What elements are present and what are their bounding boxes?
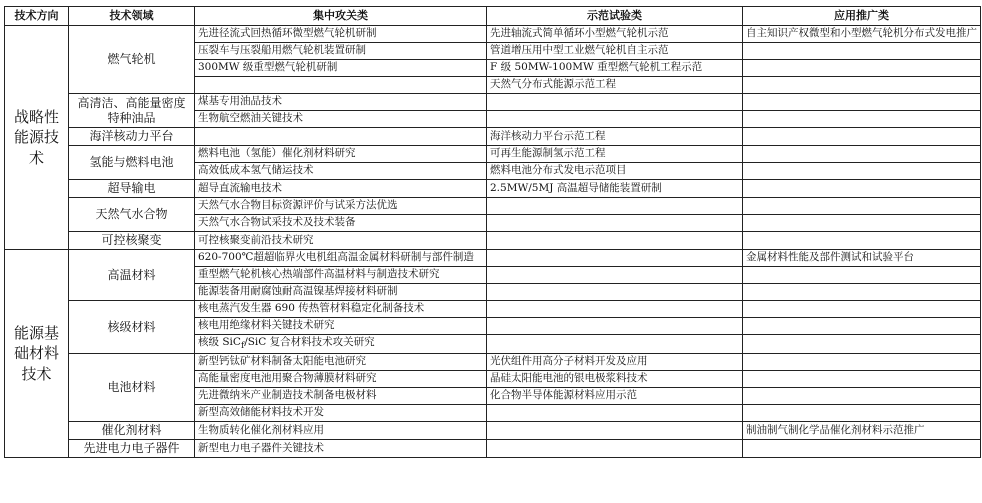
area-cell: 高清洁、高能量密度特种油品 [69, 94, 195, 128]
header-direction: 技术方向 [5, 7, 69, 26]
demo-cell: 燃料电池分布式发电示范项目 [487, 163, 743, 180]
focus-cell [195, 77, 487, 94]
promo-cell [743, 163, 981, 180]
demo-cell [487, 422, 743, 440]
demo-cell: 天然气分布式能源示范工程 [487, 77, 743, 94]
demo-cell [487, 94, 743, 111]
promo-cell [743, 301, 981, 318]
table-row [5, 26, 981, 43]
promo-cell: 金属材料性能及部件测试和试验平台 [743, 250, 981, 267]
demo-cell [487, 232, 743, 250]
header-row [5, 7, 981, 26]
focus-cell: 新型钙钛矿材料制备太阳能电池研究 [195, 354, 487, 371]
area-cell: 燃气轮机 [69, 26, 195, 94]
table-body [5, 26, 981, 458]
promo-cell [743, 43, 981, 60]
focus-cell: 先进微纳米产业制造技术制备电极材料 [195, 388, 487, 405]
promo-cell: 制油制气制化学品催化剂材料示范推广 [743, 422, 981, 440]
focus-cell: 620-700℃超超临界火电机组高温金属材料研制与部件制造 [195, 250, 487, 267]
focus-cell: 新型高效储能材料技术开发 [195, 405, 487, 422]
table-row [5, 422, 981, 440]
demo-cell [487, 250, 743, 267]
area-cell: 核级材料 [69, 301, 195, 354]
promo-cell [743, 440, 981, 458]
demo-cell [487, 335, 743, 354]
header-area: 技术领域 [69, 7, 195, 26]
table-row [5, 354, 981, 371]
demo-cell: 化合物半导体能源材料应用示范 [487, 388, 743, 405]
promo-cell [743, 180, 981, 198]
focus-cell: 核级 SiC$_f$/SiC 复合材料技术攻关研究 [195, 335, 487, 354]
focus-cell: 高能量密度电池用聚合物薄膜材料研究 [195, 371, 487, 388]
focus-cell: 300MW 级重型燃气轮机研制 [195, 60, 487, 77]
header-focus: 集中攻关类 [195, 7, 487, 26]
table-row [5, 128, 981, 146]
area-cell: 可控核聚变 [69, 232, 195, 250]
promo-cell [743, 128, 981, 146]
promo-cell [743, 111, 981, 128]
subscript-f: f [240, 341, 245, 352]
focus-cell: 新型电力电子器件关键技术 [195, 440, 487, 458]
demo-cell [487, 215, 743, 232]
promo-cell [743, 94, 981, 111]
promo-cell: 自主知识产权微型和小型燃气轮机分布式发电推广 [743, 26, 981, 43]
table-row [5, 180, 981, 198]
promo-cell [743, 267, 981, 284]
area-cell: 海洋核动力平台 [69, 128, 195, 146]
focus-cell: 高效低成本氢气储运技术 [195, 163, 487, 180]
promo-cell [743, 371, 981, 388]
focus-cell: 超导直流输电技术 [195, 180, 487, 198]
demo-cell [487, 111, 743, 128]
focus-cell: 燃料电池（氢能）催化剂材料研究 [195, 146, 487, 163]
demo-cell [487, 405, 743, 422]
demo-cell: 光伏组件用高分子材料开发及应用 [487, 354, 743, 371]
table-row [5, 250, 981, 267]
promo-cell [743, 146, 981, 163]
focus-cell: 能源装备用耐腐蚀耐高温镍基焊接材料研制 [195, 284, 487, 301]
promo-cell [743, 354, 981, 371]
area-cell: 电池材料 [69, 354, 195, 422]
header-promo: 应用推广类 [743, 7, 981, 26]
promo-cell [743, 318, 981, 335]
promo-cell [743, 215, 981, 232]
header-demo: 示范试验类 [487, 7, 743, 26]
focus-cell [195, 128, 487, 146]
promo-cell [743, 60, 981, 77]
demo-cell: 管道增压用中型工业燃气轮机自主示范 [487, 43, 743, 60]
demo-cell [487, 267, 743, 284]
table-row [5, 232, 981, 250]
focus-cell: 天然气水合物试采技术及技术装备 [195, 215, 487, 232]
demo-cell [487, 440, 743, 458]
focus-cell: 可控核聚变前沿技术研究 [195, 232, 487, 250]
table-row [5, 146, 981, 163]
demo-cell: 先进轴流式简单循环小型燃气轮机示范 [487, 26, 743, 43]
area-cell: 超导输电 [69, 180, 195, 198]
focus-cell: 压裂车与压裂船用燃气轮机装置研制 [195, 43, 487, 60]
table-row [5, 94, 981, 111]
promo-cell [743, 388, 981, 405]
demo-cell [487, 198, 743, 215]
demo-cell: 2.5MW/5MJ 高温超导储能装置研制 [487, 180, 743, 198]
focus-cell: 天然气水合物目标资源评价与试采方法优选 [195, 198, 487, 215]
promo-cell [743, 335, 981, 354]
table-row [5, 440, 981, 458]
direction-cell: 战略性能源技术 [5, 26, 69, 250]
tech-table [4, 6, 981, 458]
area-cell: 高温材料 [69, 250, 195, 301]
focus-cell: 生物航空燃油关键技术 [195, 111, 487, 128]
table-row [5, 301, 981, 318]
focus-cell: 煤基专用油品技术 [195, 94, 487, 111]
area-cell: 天然气水合物 [69, 198, 195, 232]
demo-cell: 可再生能源制氢示范工程 [487, 146, 743, 163]
promo-cell [743, 405, 981, 422]
promo-cell [743, 77, 981, 94]
area-cell: 先进电力电子器件 [69, 440, 195, 458]
focus-cell: 核电蒸汽发生器 690 传热管材料稳定化制备技术 [195, 301, 487, 318]
demo-cell [487, 284, 743, 301]
table-row [5, 198, 981, 215]
area-cell: 催化剂材料 [69, 422, 195, 440]
promo-cell [743, 284, 981, 301]
demo-cell: 海洋核动力平台示范工程 [487, 128, 743, 146]
demo-cell: F 级 50MW-100MW 重型燃气轮机工程示范 [487, 60, 743, 77]
promo-cell [743, 232, 981, 250]
demo-cell [487, 318, 743, 335]
direction-cell: 能源基础材料技术 [5, 250, 69, 458]
demo-cell: 晶硅太阳能电池的银电极浆料技术 [487, 371, 743, 388]
focus-cell: 核电用绝缘材料关键技术研究 [195, 318, 487, 335]
demo-cell [487, 301, 743, 318]
focus-cell: 先进径流式回热循环微型燃气轮机研制 [195, 26, 487, 43]
promo-cell [743, 198, 981, 215]
focus-cell: 生物质转化催化剂材料应用 [195, 422, 487, 440]
focus-cell: 重型燃气轮机核心热端部件高温材料与制造技术研究 [195, 267, 487, 284]
area-cell: 氢能与燃料电池 [69, 146, 195, 180]
